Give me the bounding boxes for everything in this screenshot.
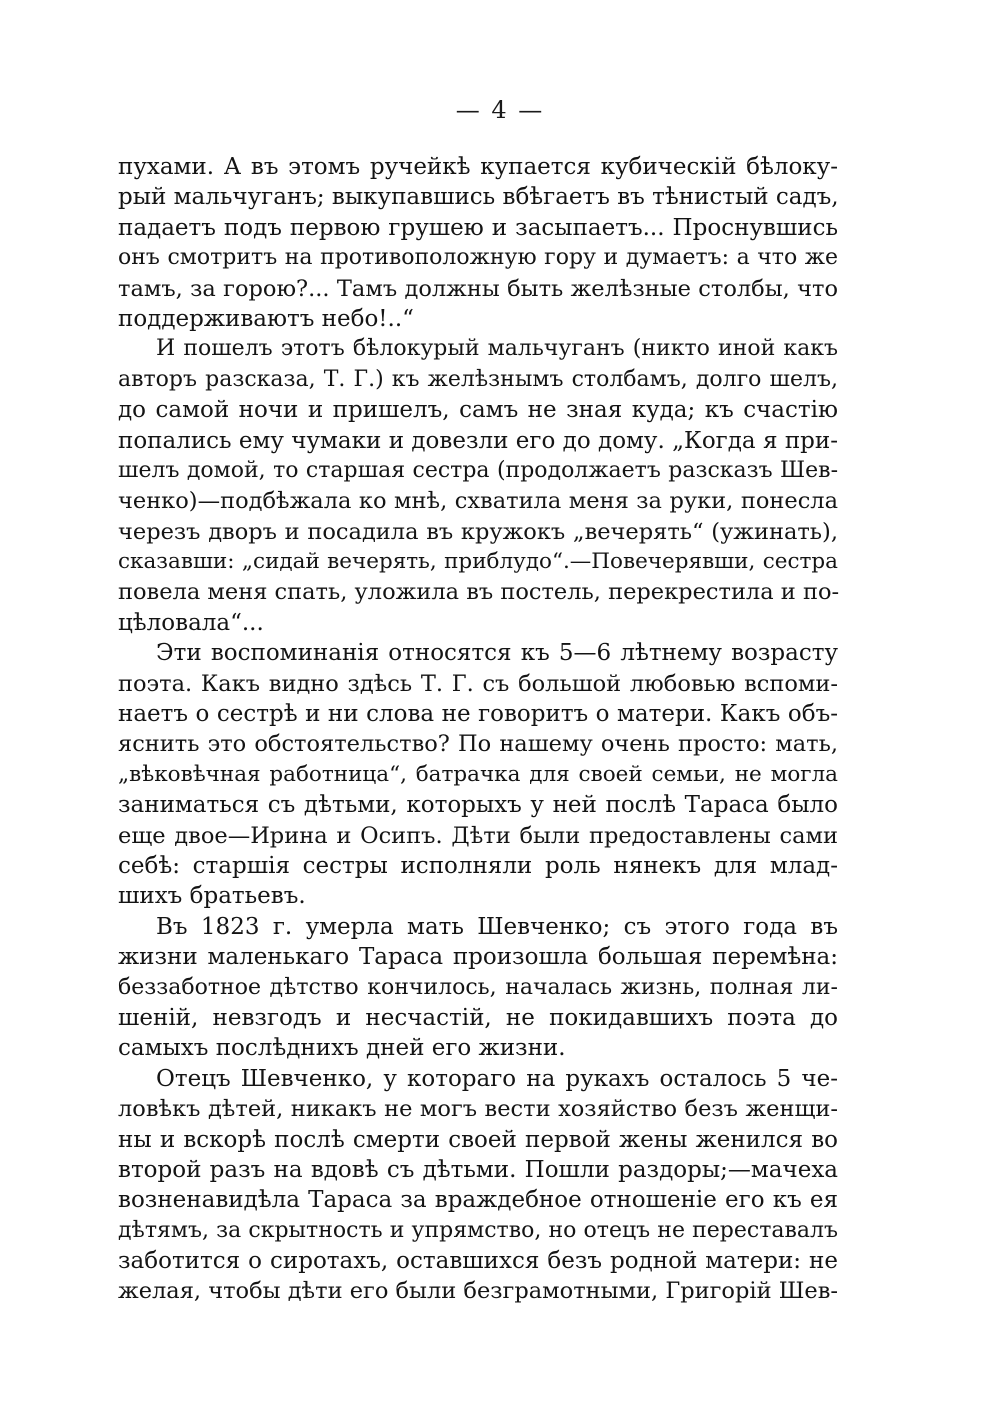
text-line: рый мальчуганъ; выкупавшись вбѣгаетъ въ тѣнистый садъ, [118, 184, 839, 211]
text-line: падаетъ подъ первою грушею и засыпаетъ... Проснувшись [118, 214, 838, 241]
text-line: ченко)—подбѣжала ко мнѣ, схватила меня за руки, понесла [118, 488, 838, 515]
text-line: ны и вскорѣ послѣ смерти своей первой жены женился во [118, 1126, 838, 1153]
text-line: ловѣкъ дѣтей, никакъ не могъ вести хозяйство безъ женщи- [118, 1096, 838, 1123]
text-line: Эти воспоминанія относятся къ 5—6 лѣтнему возрасту [156, 640, 838, 667]
text-line: беззаботное дѣтство кончилось, началась жизнь, полная ли- [118, 974, 838, 1000]
text-line: возненавидѣла Тараса за враждебное отношеніе его къ ея [118, 1187, 838, 1214]
text-line: наетъ о сестрѣ и ни слова не говоритъ о матери. Какъ объ- [118, 701, 838, 728]
text-line: дѣтямъ, за скрытность и упрямство, но отецъ не переставалъ [118, 1217, 838, 1243]
text-line: „вѣковѣчная работница“, батрачка для своей семьи, не могла [118, 761, 838, 787]
text-line: яснить это обстоятельство? По нашему очень просто: мать, [118, 731, 838, 758]
text-line: черезъ дворъ и посадила въ кружокъ „вечерять“ (ужинать), [118, 518, 838, 545]
text-line: повела меня спать, уложила въ постель, перекрестила и по- [118, 579, 840, 606]
text-line: поддерживаютъ небо!..“ [118, 305, 414, 332]
text-line: еще двое—Ирина и Осипъ. Дѣти были предоставлены сами [118, 822, 838, 849]
text-line: тамъ, за горою?... Тамъ должны быть желѣзные столбы, что [118, 275, 838, 302]
text-line: заниматься съ дѣтьми, которыхъ у ней послѣ Тараса было [118, 792, 838, 819]
text-line: поэта. Какъ видно здѣсь Т. Г. съ большой любовью вспоми- [118, 670, 838, 697]
text-line: второй разъ на вдовѣ съ дѣтьми. Пошли раздоры;—мачеха [118, 1156, 838, 1183]
page-number: — 4 — [455, 96, 545, 124]
text-line: И пошелъ этотъ бѣлокурый мальчуганъ (никто иной какъ [156, 336, 838, 362]
text-line: желая, чтобы дѣти его были безграмотными, Григорій Шев- [118, 1278, 838, 1305]
text-line: шеній, невзгодъ и несчастій, не покидавшихъ поэта до [118, 1004, 838, 1031]
text-line: самыхъ послѣднихъ дней его жизни. [118, 1035, 566, 1062]
text-line: шихъ братьевъ. [118, 883, 306, 910]
text-line: Отецъ Шевченко, у котораго на рукахъ осталось 5 че- [156, 1065, 838, 1092]
text-line: заботится о сиротахъ, оставшихся безъ родной матери: не [118, 1248, 838, 1275]
text-line: Въ 1823 г. умерла мать Шевченко; съ этого года въ [156, 913, 838, 940]
text-line: попались ему чумаки и довезли его до дому. „Когда я при- [118, 427, 838, 454]
text-line: авторъ разсказа, Т. Г.) къ желѣзнымъ столбамъ, долго шелъ, [118, 366, 838, 392]
text-line: шелъ домой, то старшая сестра (продолжаетъ разсказъ Шев- [118, 457, 838, 483]
text-line: до самой ночи и пришелъ, самъ не зная куда; къ счастію [118, 397, 838, 424]
text-line: пухами. А въ этомъ ручейкѣ купается кубическій бѣлоку- [118, 154, 838, 180]
text-line: жизни маленькаго Тараса произошла большая перемѣна: [118, 944, 838, 971]
text-line: сказавши: „сидай вечерять, приблудо“.—Повечерявши, сестра [118, 549, 838, 575]
body-text [118, 152, 838, 1307]
text-line: цѣловала“... [118, 609, 264, 636]
text-line: себѣ: старшія сестры исполняли роль нянекъ для млад- [118, 852, 838, 879]
text-line: онъ смотритъ на противоположную гору и думаетъ: а что же [118, 245, 838, 271]
